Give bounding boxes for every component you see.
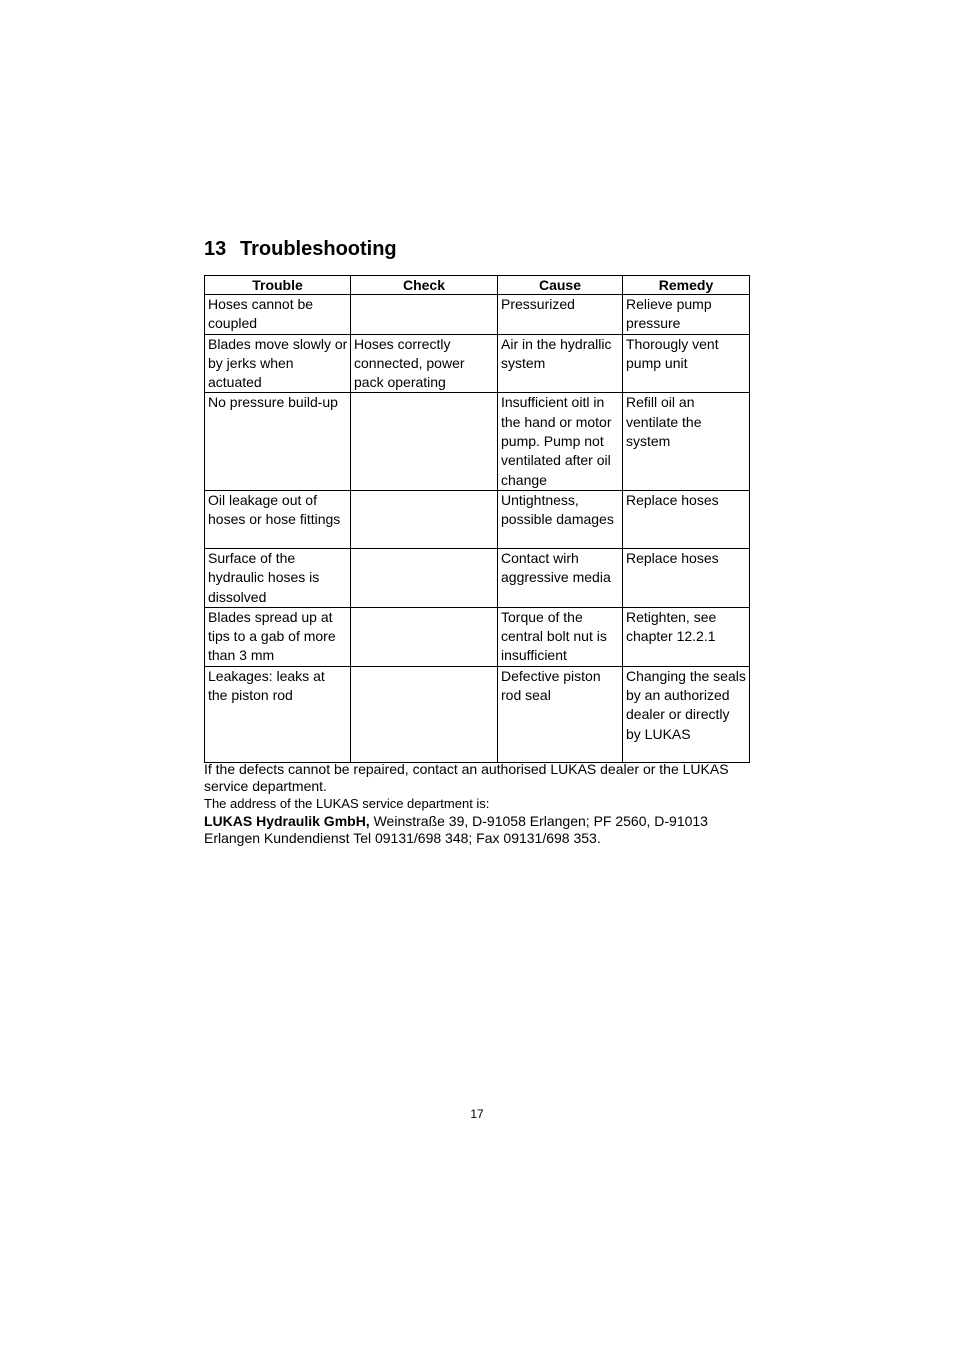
cell-cause: Untightness, possible damages [498,490,623,548]
cell-cause: Air in the hydrallic system [498,334,623,393]
header-remedy: Remedy [623,276,750,295]
cell-remedy: Retighten, see chapter 12.2.1 [623,607,750,666]
header-check: Check [351,276,498,295]
troubleshooting-table [204,275,750,763]
cell-cause: Insufficient oitl in the hand or motor pump. Pump not ventilated after oil change [498,393,623,490]
cell-remedy: Thorougly vent pump unit [623,334,750,393]
cell-check [351,548,498,607]
cell-check [351,666,498,762]
table-row [205,666,750,762]
cell-check: Hoses correctly connected, power pack operating [351,334,498,393]
cell-cause: Defective piston rod seal [498,666,623,762]
address-intro: The address of the LUKAS service department is: [204,796,490,812]
cell-trouble: Hoses cannot be coupled [205,295,351,335]
cell-trouble: Blades move slowly or by jerks when actuated [205,334,351,393]
cell-trouble: Surface of the hydraulic hoses is dissolved [205,548,351,607]
table-row [205,490,750,548]
section-number: 13 [204,238,227,260]
cell-trouble: Oil leakage out of hoses or hose fittings [205,490,351,548]
header-cause: Cause [498,276,623,295]
cell-remedy: Replace hoses [623,490,750,548]
cell-remedy: Relieve pump pressure [623,295,750,335]
cell-cause: Torque of the central bolt nut is insufficient [498,607,623,666]
cell-remedy: Replace hoses [623,548,750,607]
cell-trouble: Blades spread up at tips to a gab of more than 3 mm [205,607,351,666]
table-header-row [205,276,750,295]
company-name: LUKAS Hydraulik GmbH, [204,812,370,829]
cell-check [351,490,498,548]
cell-check [351,295,498,335]
table-row [205,607,750,666]
footer-notes [204,761,749,847]
cell-trouble: No pressure build-up [205,393,351,490]
cell-check [351,607,498,666]
section-heading [204,236,397,262]
cell-cause: Contact wirh aggressive media [498,548,623,607]
cell-check [351,393,498,490]
address-details: Weinstraße 39, D-91058 Erlangen; PF 2560, D-91013 Erlangen Kundendienst Tel 09131/698 348; Fax 09131/698 353. [204,812,708,846]
service-address [204,813,749,847]
cell-trouble: Leakages: leaks at the piston rod [205,666,351,762]
cell-cause: Pressurized [498,295,623,335]
table-row [205,548,750,607]
table-row [205,393,750,490]
section-title: Troubleshooting [240,238,397,260]
cell-remedy: Changing the seals by an authorized dealer or directly by LUKAS [623,666,750,762]
repair-note: If the defects cannot be repaired, contact an authorised LUKAS dealer or the LUKAS service department. [204,761,729,795]
table-row [205,334,750,393]
header-trouble: Trouble [205,276,351,295]
page-number: 17 [470,1107,484,1121]
cell-remedy: Refill oil an ventilate the system [623,393,750,490]
table-row [205,295,750,335]
